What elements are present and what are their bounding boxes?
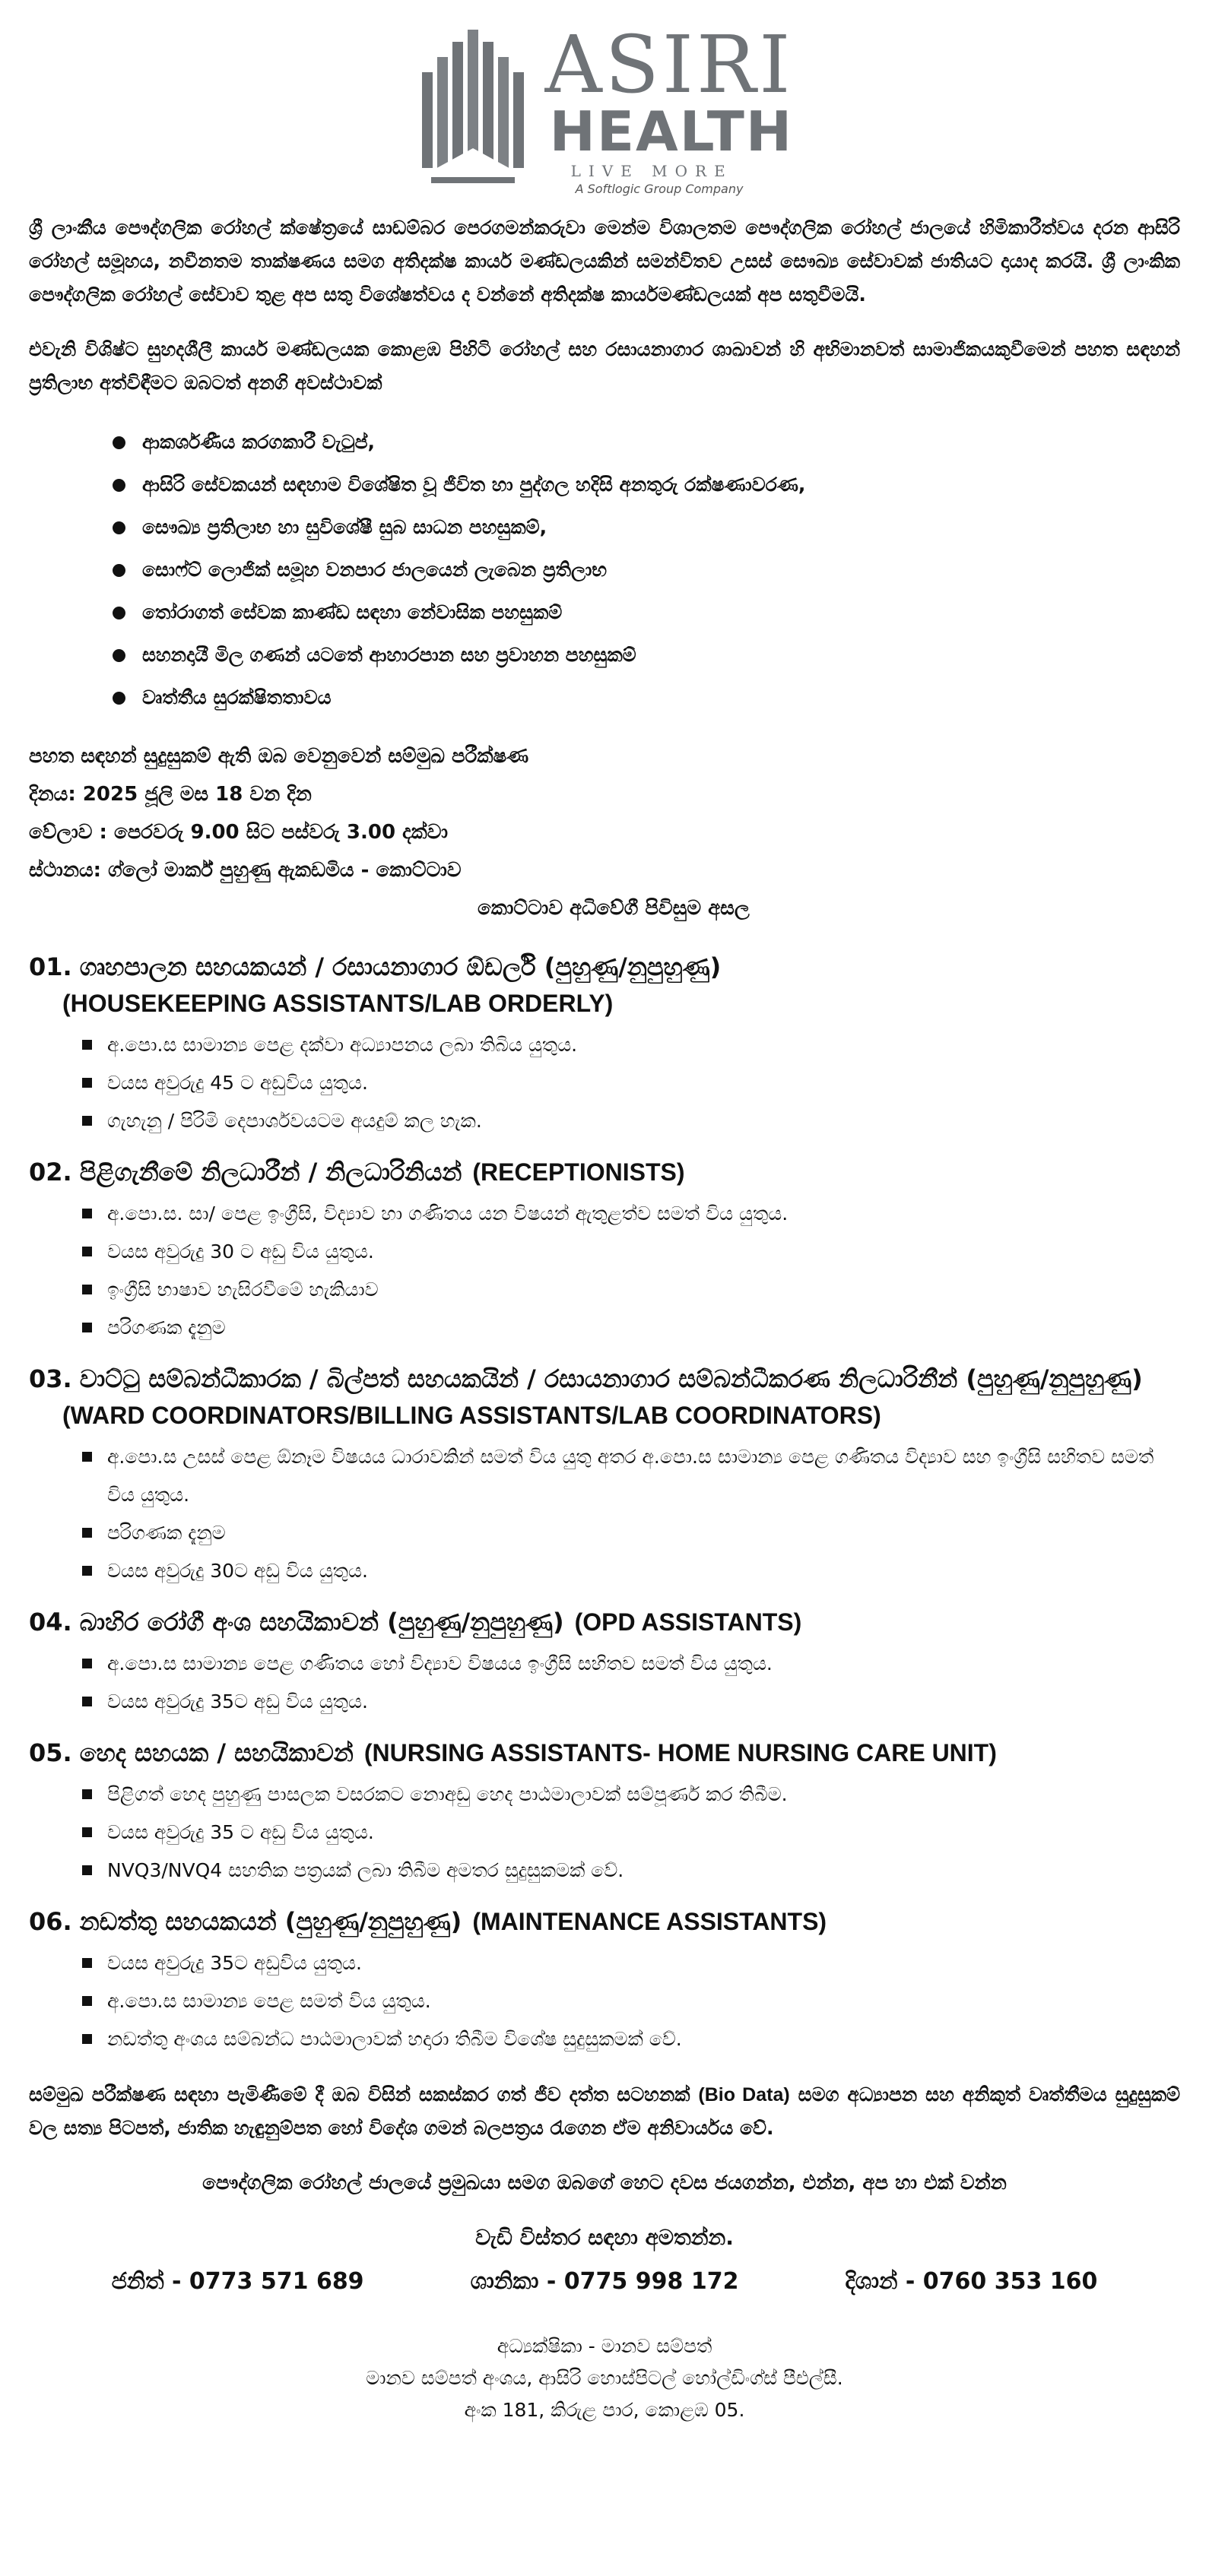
interview-venue: ස්ථානය: ග්ලෝ මාර්ක් පුහුණු ඇකඩමිය - කොට්ටාව — [29, 859, 462, 882]
interview-venue-detail: කොට්ටාව අධිවේගී පිවිසුම අසල — [478, 897, 750, 920]
bullet-icon — [113, 521, 125, 534]
requirements-list — [82, 1438, 1180, 1590]
contact-dishan[interactable]: දිශාන් - 0760 353 160 — [845, 2268, 1098, 2295]
job-number: 03. — [29, 1364, 72, 1393]
job-number: 04. — [29, 1608, 72, 1637]
requirement-item: අ.පො.ස සාමාන්‍ය පෙළ ගණිතය හෝ විද්‍යාව විෂයය ඉංග්‍රීසි සහිතව සමත් විය යුතුය. — [82, 1645, 1180, 1683]
job-section-opd-assistants — [29, 1604, 1180, 1721]
requirement-item: ඉංග්‍රීසි භාෂාව හැසිරවීමේ හැකියාව — [82, 1271, 1180, 1309]
contact-shanika[interactable]: ශානිකා - 0775 998 172 — [470, 2268, 739, 2295]
requirement-item: වයස අවුරුදු 35 ට අඩු විය යුතුය. — [82, 1814, 1180, 1852]
bio-data-instructions: සම්මුඛ පරීක්ෂණ සඳහා පැමිණීමේ දී ඔබ විසින් සකස්කර ගත් ජීව දත්ත සටහනක් (Bio Data) සමග අධ්‍යාපන සහ අනිකුත් වෘත්තීමය සුදුසුකම් වල සත්‍ය පිටපත්, ජාතික හැඳුනුම්පත හෝ විදේශ ගමන් බලපත්‍රය රැගෙන ඒම අනිවාර්යය වේ. — [29, 2083, 1181, 2139]
bullet-icon — [113, 479, 125, 492]
requirements-list — [82, 1195, 1180, 1347]
benefit-item: සෞඛ්‍ය ප්‍රතිලාභ හා සුවිශේෂී සුබ සාධන පහසුකම්, — [113, 506, 1180, 549]
requirement-item: වයස අවුරුදු 30ට අඩු විය යුතුය. — [82, 1552, 1180, 1590]
requirement-item: අ.පො.ස. සා/ පෙළ ඉංග්‍රීසි, විද්‍යාව හා ගණිතය යන විෂයන් ඇතුළත්ව සමත් විය යුතුය. — [82, 1195, 1180, 1233]
contact-list — [29, 2264, 1180, 2300]
job-title-english: (WARD COORDINATORS/BILLING ASSISTANTS/LAB COORDINATORS) — [62, 1402, 881, 1429]
intro-paragraph-2: එවැනි විශිෂ්ට සුහදශීලී කාර්ය මණ්ඩලයක කොළඹ පිහිටි රෝහල් සහ රසායනාගාර ශාඛාවන් හි අභිමානවත් සාමාජිකයකුවීමෙන් පහත සඳහන් ප්‍රතිලාභ අත්විඳීමට ඔබටත් අනගි අවස්ථාවක් — [29, 338, 1180, 394]
job-number: 06. — [29, 1907, 72, 1936]
job-title-english: (NURSING ASSISTANTS- HOME NURSING CARE UNIT) — [363, 1739, 997, 1766]
benefits-list — [113, 421, 1180, 719]
job-number: 02. — [29, 1158, 72, 1187]
job-title-sinhala: නඩත්තු සහයකයන් (පුහුණු/නුපුහුණු) — [79, 1907, 462, 1936]
logo-group-name: A Softlogic Group Company — [575, 181, 744, 196]
interview-date: දිනය: 2025 ජූලි මස 18 වන දින — [29, 783, 312, 806]
benefit-item: ආකර්ශණීය කරගකාරී වැටුප්, — [113, 421, 1180, 464]
job-title-english: (MAINTENANCE ASSISTANTS) — [472, 1908, 827, 1935]
bullet-icon — [113, 607, 125, 619]
square-bullet-icon — [82, 1566, 92, 1576]
requirement-item: පරිගණක දැනුම — [82, 1514, 1180, 1552]
square-bullet-icon — [82, 1209, 92, 1218]
footer-department: මානව සම්පත් අංශය, ආසිරි හොස්පිටල් හෝල්ඩිංග්ස් පීඑල්සී. — [366, 2367, 843, 2389]
company-logo — [29, 15, 1180, 205]
job-title-english: (OPD ASSISTANTS) — [574, 1608, 802, 1636]
asiri-building-logo-icon — [416, 27, 530, 194]
job-advertisement — [29, 15, 1180, 2426]
benefit-item: ආසිරි සේවකයන් සඳහාම විශේෂිත වූ ජීවිත හා පුද්ගල හදිසි අනතුරු රක්ෂණාවරණ, — [113, 464, 1180, 506]
square-bullet-icon — [82, 1040, 92, 1050]
square-bullet-icon — [82, 1827, 92, 1837]
requirements-list — [82, 1026, 1180, 1140]
bullet-icon — [113, 436, 125, 449]
job-number: 05. — [29, 1738, 72, 1767]
job-title-sinhala: බාහිර රෝගී අංශ සහයිකාවන් (පුහුණු/නුපුහුණු) — [79, 1608, 564, 1637]
requirement-item: නඩත්තු අංශය සම්බන්ධ පාඨමාලාවක් හදාරා තිබීම විශේෂ සුදුසුකමක් වේ. — [82, 2020, 1180, 2058]
requirement-item: වයස අවුරුදු 35ට අඩුවිය යුතුය. — [82, 1944, 1180, 1982]
requirement-item: වයස අවුරුදු 35ට අඩු විය යුතුය. — [82, 1683, 1180, 1721]
job-section-maintenance-assistants — [29, 1903, 1180, 2058]
square-bullet-icon — [82, 1528, 92, 1538]
requirement-item: අ.පො.ස සාමාන්‍ය පෙළ දක්වා අධ්‍යාපනය ලබා තිබිය යුතුය. — [82, 1026, 1180, 1064]
job-title — [29, 949, 1180, 985]
job-section-housekeeping — [29, 949, 1180, 1140]
logo-tagline: LIVE MORE — [570, 161, 733, 180]
square-bullet-icon — [82, 1996, 92, 2006]
requirements-list — [82, 1645, 1180, 1721]
contact-janith[interactable]: ජනිත් - 0773 571 689 — [111, 2268, 364, 2295]
requirements-list — [82, 1944, 1180, 2058]
square-bullet-icon — [82, 1078, 92, 1088]
job-title-sinhala: පිළිගැනීමේ නිලධාරීන් / නිලධාරිනියන් — [79, 1158, 462, 1187]
job-title — [29, 1735, 1180, 1771]
job-title — [29, 1361, 1180, 1397]
closing-tagline: පෞද්ගලික රෝහල් ජාලයේ ප්‍රමුඛයා සමග ඔබගේ හෙට දවස ජයගන්න, එන්න, අප හා එක් වන්න — [202, 2172, 1007, 2194]
job-title-english: (RECEPTIONISTS) — [472, 1158, 685, 1186]
bio-data-label: (Bio Data) — [698, 2084, 790, 2105]
interview-time: වේලාව : පෙරවරු 9.00 සිට පස්වරු 3.00 දක්වා — [29, 821, 449, 844]
requirement-item: පරිගණක දැනුම — [82, 1309, 1180, 1347]
square-bullet-icon — [82, 1865, 92, 1875]
intro-paragraph-1: ශ්‍රී ලාංකීය පෞද්ගලික රෝහල් ක්ෂේත්‍රයේ සාඩම්බර පෙරගමන්කරුවා මෙන්ම විශාලතම පෞද්ගලික රෝහල් ජාලයේ හිමිකාරීත්වය දරන ආසිරි රෝහල් සමූහය, නවීනතම තාක්ෂණය සමග අතිදක්ෂ කාර්ය මණ්ඩලයකින් සමන්විතව උසස් සෞඛ්‍ය සේවාවක් ජාතියට දායාද කරයි. ශ්‍රී ලාංකික පෞද්ගලික රෝහල් සේවාව තුළ අප සතු විශේෂත්වය ද වන්නේ අතිදක්ෂ කාර්යමණ්ඩලයක් අප සතුවීමයි. — [29, 217, 1180, 306]
requirements-list — [82, 1776, 1180, 1890]
interview-details — [29, 737, 1180, 927]
square-bullet-icon — [82, 1789, 92, 1799]
job-number: 01. — [29, 952, 72, 981]
job-title — [29, 1154, 1180, 1190]
job-title-sinhala: වාට්ටු සම්බන්ධීකාරක / බිල්පත් සහයකයින් / රසායනාගාර සම්බන්ධීකරණ නිලධාරිනීන් (පුහුණු/නුපුහුණු) — [79, 1364, 1143, 1393]
requirement-item: ගැහැනු / පිරිමි දෙපාර්ශවයටම අයදුම් කල හැක. — [82, 1102, 1180, 1140]
requirement-item: වයස අවුරුදු 30 ට අඩු විය යුතුය. — [82, 1233, 1180, 1271]
job-title — [29, 1604, 1180, 1640]
footer-title: අධ්‍යක්ෂිකා - මානව සම්පත් — [497, 2335, 712, 2357]
footer-address — [29, 2330, 1180, 2426]
job-section-ward-coordinators — [29, 1361, 1180, 1590]
logo-brand-name: ASIRI — [544, 17, 794, 111]
square-bullet-icon — [82, 2034, 92, 2044]
bullet-icon — [113, 564, 125, 577]
square-bullet-icon — [82, 1323, 92, 1332]
logo-product-name: HEALTH — [549, 99, 794, 163]
job-section-nursing-assistants — [29, 1735, 1180, 1890]
footer-address-line: අංක 181, කිරුළ පාර, කොළඹ 05. — [464, 2399, 745, 2421]
job-section-receptionists — [29, 1154, 1180, 1347]
requirement-item: පිළිගත් හෙද පුහුණු පාසලක වසරකට නොඅඩු හෙද පාඨමාලාවක් සම්පූර්ණ කර තිබීම. — [82, 1776, 1180, 1814]
job-title-sinhala: හෙද සහයක / සහයිකාවන් — [79, 1738, 354, 1767]
benefit-item: වෘත්තීය සුරක්ෂිතතාවය — [113, 676, 1180, 719]
square-bullet-icon — [82, 1452, 92, 1462]
job-title-english: (HOUSEKEEPING ASSISTANTS/LAB ORDERLY) — [62, 990, 614, 1017]
bullet-icon — [113, 649, 125, 662]
benefit-item: සොෆ්ට් ලොජික් සමූහ වනපාර ජාලයෙන් ලැබෙන ප්‍රතිලාභ — [113, 549, 1180, 591]
requirement-item: NVQ3/NVQ4 සහතික පත්‍රයක් ලබා තිබීම අමතර සුදුසුකමක් වේ. — [82, 1852, 1180, 1890]
bullet-icon — [113, 692, 125, 705]
job-title-sinhala: ගෘහපාලන සහයකයන් / රසායනාගාර ඕඩර්ලි (පුහුණු/නුපුහුණු) — [79, 952, 722, 981]
square-bullet-icon — [82, 1697, 92, 1706]
requirement-item: අ.පො.ස උසස් පෙළ ඕනෑම විෂයය ධාරාවකින් සමත් විය යුතු අතර අ.පො.ස සාමාන්‍ය පෙළ ගණිතය විද්‍යාව සහ ඉංග්‍රීසි සහිතව සමත් විය යුතුය. — [82, 1438, 1180, 1514]
square-bullet-icon — [82, 1247, 92, 1256]
requirement-item: අ.පො.ස සාමාන්‍ය පෙළ සමත් විය යුතුය. — [82, 1982, 1180, 2020]
benefit-item: තෝරාගත් සේවක කාණ්ඩ සඳහා නේවාසික පහසුකම් — [113, 591, 1180, 634]
square-bullet-icon — [82, 1659, 92, 1668]
square-bullet-icon — [82, 1116, 92, 1126]
benefit-item: සහනදායී මිල ගණන් යටතේ ආහාරපාන සහ ප්‍රවාහන පහසුකම් — [113, 634, 1180, 676]
square-bullet-icon — [82, 1285, 92, 1294]
job-title — [29, 1903, 1180, 1940]
square-bullet-icon — [82, 1958, 92, 1968]
more-info-heading: වැඩි විස්තර සඳහා අමතන්න. — [475, 2225, 734, 2250]
requirement-item: වයස අවුරුදු 45 ට අඩුවිය යුතුය. — [82, 1064, 1180, 1102]
interview-intro: පහත සඳහන් සුදුසුකම් ඇති ඔබ වෙනුවෙන් සම්මුඛ පරීක්ෂණ — [29, 745, 529, 768]
